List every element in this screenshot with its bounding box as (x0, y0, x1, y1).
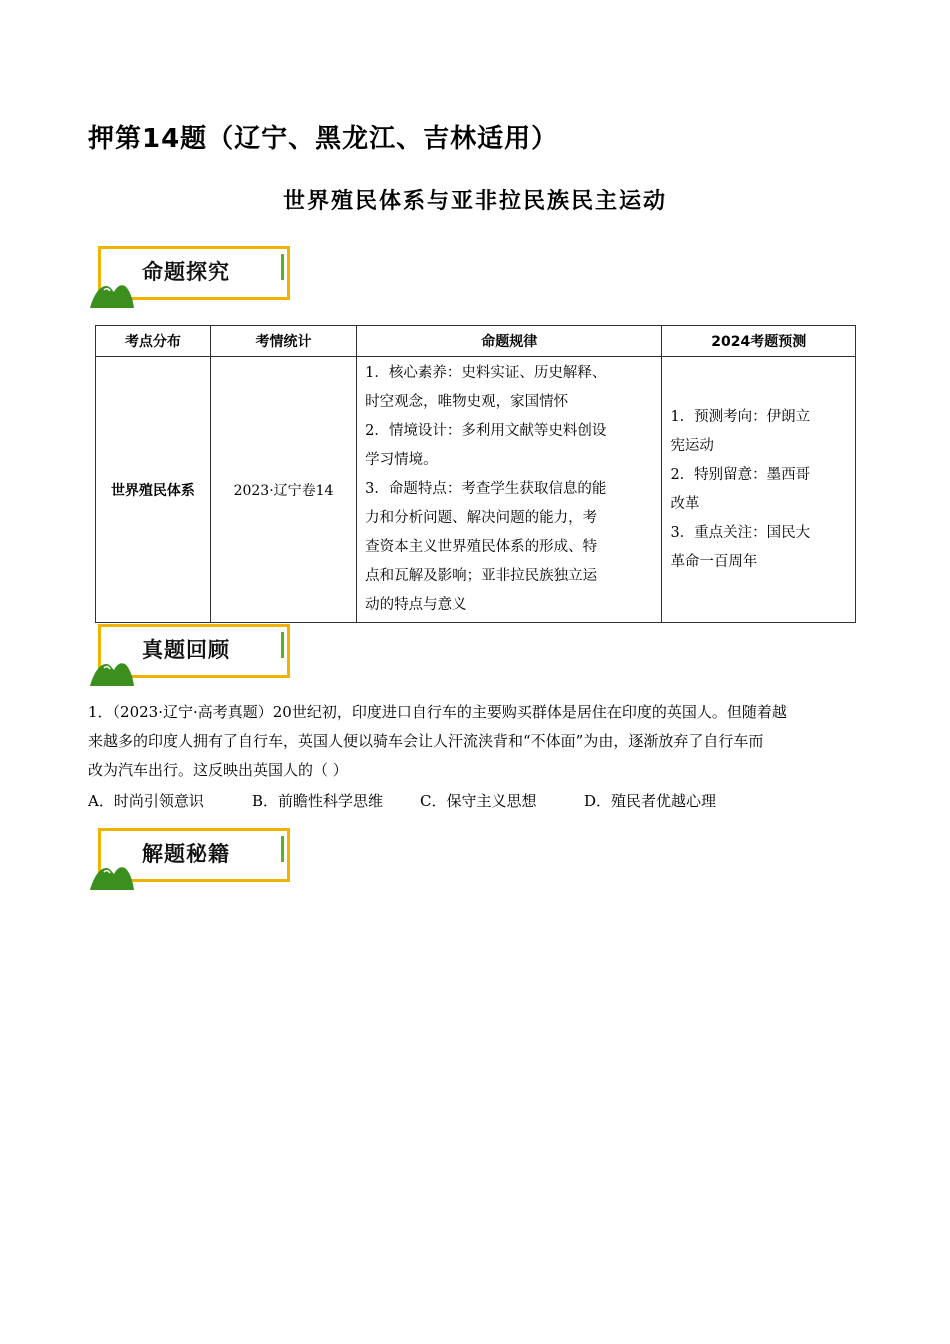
option-b[interactable]: B．前瞻性科学思维 (252, 792, 384, 810)
rule-line: 查资本主义世界殖民体系的形成、特 (365, 539, 598, 555)
badge-accent (281, 254, 284, 280)
question-line: 来越多的印度人拥有了自行车，英国人便以骑车会让人汗流浃背和“不体面”为由，逐渐放弃了自行车而 (88, 732, 764, 750)
badge-accent (281, 836, 284, 862)
rule-line: 动的特点与意义 (365, 597, 467, 613)
forecast-line: 改革 (670, 495, 700, 512)
cell-forecast (662, 357, 856, 623)
option-a[interactable]: A．时尚引领意识 (88, 792, 204, 810)
rule-line: 1．核心素养：史料实证、历史解释、 (365, 365, 607, 381)
option-c[interactable]: C．保守主义思想 (420, 792, 537, 810)
header-forecast: 2024考题预测 (662, 326, 856, 357)
mountain-icon (90, 276, 134, 308)
section-badge-proposition (90, 246, 296, 308)
mountain-icon (90, 654, 134, 686)
section-label: 解题秘籍 (142, 842, 230, 866)
rule-line: 3．命题特点：考查学生获取信息的能 (365, 481, 607, 497)
question-line: 改为汽车出行。这反映出英国人的（ ） (88, 761, 348, 779)
forecast-line: 3．重点关注：国民大 (670, 524, 811, 541)
page-subtitle: 世界殖民体系与亚非拉民族民主运动 (282, 189, 667, 214)
forecast-line: 宪运动 (670, 437, 714, 454)
forecast-line: 革命一百周年 (670, 553, 758, 570)
header-stats: 考情统计 (210, 326, 356, 357)
section-badge-review (90, 624, 296, 686)
question-stem (88, 698, 878, 785)
mountain-icon (90, 858, 134, 890)
page-title: 押第14题（辽宁、黑龙江、吉林适用） (88, 124, 559, 154)
section-badge-tips (90, 828, 296, 890)
header-rules: 命题规律 (357, 326, 662, 357)
rule-line: 点和瓦解及影响；亚非拉民族独立运 (365, 568, 598, 584)
section-label: 真题回顾 (142, 638, 230, 662)
badge-accent (281, 632, 284, 658)
question-line: 1．（2023·辽宁·高考真题）20世纪初，印度进口自行车的主要购买群体是居住在印度的英国人。但随着越 (88, 703, 787, 721)
cell-rules (357, 357, 662, 623)
forecast-line: 1．预测考向：伊朗立 (670, 408, 811, 425)
table-row (96, 357, 856, 623)
header-topic: 考点分布 (96, 326, 211, 357)
section-label: 命题探究 (142, 260, 230, 284)
rule-line: 学习情境。 (365, 452, 438, 468)
table-header-row (96, 326, 856, 357)
rule-line: 力和分析问题、解决问题的能力，考 (365, 510, 598, 526)
cell-stats: 2023·辽宁卷14 (210, 357, 356, 623)
cell-topic: 世界殖民体系 (96, 357, 211, 623)
forecast-line: 2．特别留意：墨西哥 (670, 466, 811, 483)
option-d[interactable]: D．殖民者优越心理 (584, 792, 717, 810)
exam-analysis-table (95, 325, 856, 623)
rule-line: 时空观念，唯物史观，家国情怀 (365, 394, 569, 410)
rule-line: 2．情境设计：多利用文献等史料创设 (365, 423, 607, 439)
